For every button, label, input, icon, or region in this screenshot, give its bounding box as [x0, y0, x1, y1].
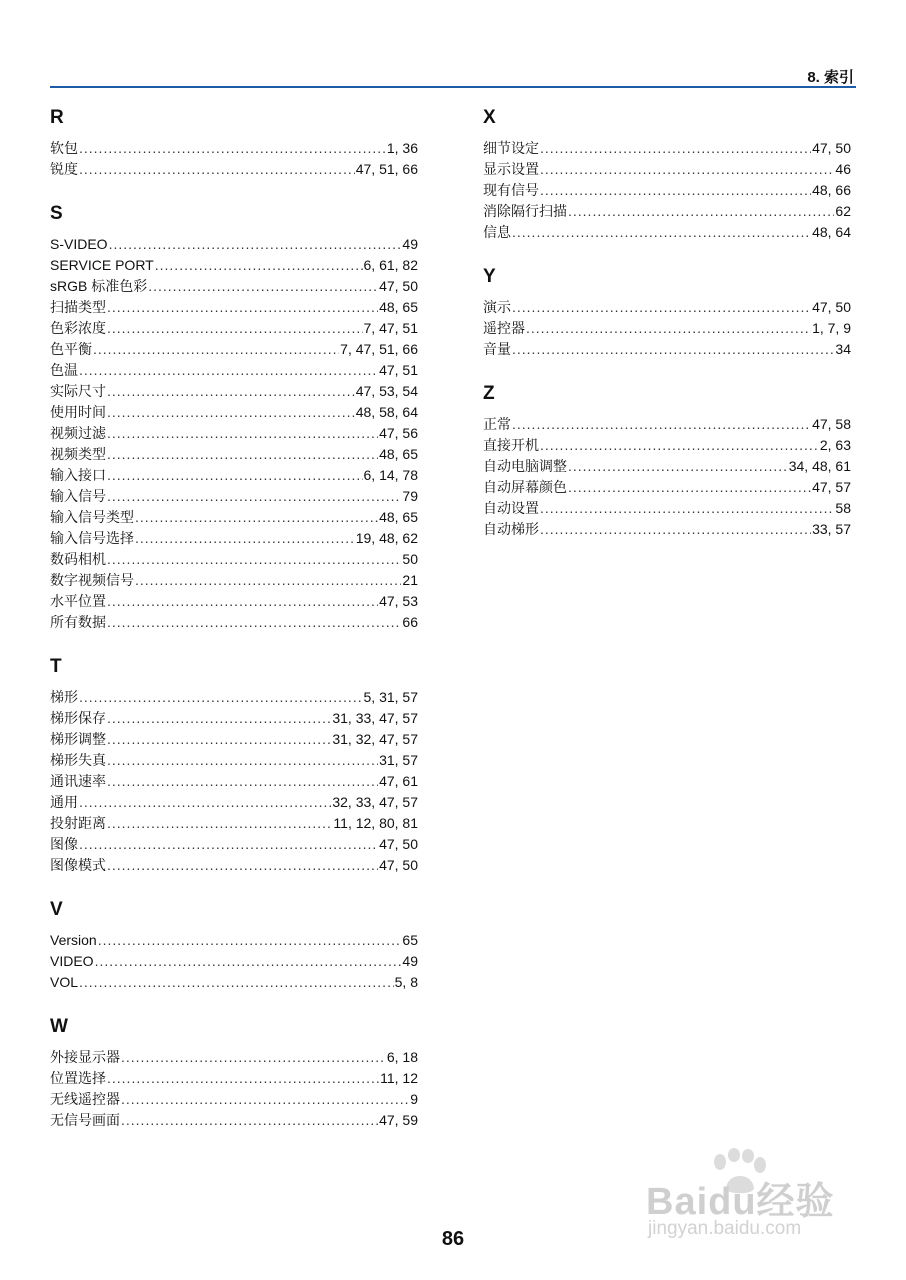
- dot-leader: [79, 360, 378, 381]
- index-entry: [50, 159, 418, 180]
- entry-term: 色温: [50, 362, 78, 378]
- entry-pages: 49: [402, 236, 418, 252]
- entry-term: 自动梯形: [483, 521, 539, 537]
- index-entry: [50, 591, 418, 612]
- dot-leader: [568, 201, 834, 222]
- entry-term: 自动设置: [483, 500, 539, 516]
- dot-leader: [107, 297, 378, 318]
- entry-term: 通讯速率: [50, 773, 106, 789]
- dot-leader: [568, 477, 811, 498]
- entry-term: Version: [50, 932, 97, 948]
- entry-term: 通用: [50, 794, 78, 810]
- index-entry: [50, 423, 418, 444]
- header-rule: [50, 86, 856, 88]
- dot-leader: [540, 138, 811, 159]
- index-section-v: [50, 896, 418, 993]
- index-entry: [50, 507, 418, 528]
- index-entry: [50, 381, 418, 402]
- dot-leader: [540, 159, 834, 180]
- dot-leader: [135, 507, 378, 528]
- entry-term: 信息: [483, 224, 511, 240]
- entry-pages: 47, 50: [379, 857, 418, 873]
- dot-leader: [109, 234, 402, 255]
- entry-term: 投射距离: [50, 815, 106, 831]
- dot-leader: [512, 339, 834, 360]
- entry-term: 数码相机: [50, 551, 106, 567]
- index-entry: [50, 1068, 418, 1089]
- entry-pages: 47, 50: [379, 836, 418, 852]
- dot-leader: [107, 1068, 379, 1089]
- dot-leader: [79, 834, 378, 855]
- index-entry: [50, 792, 418, 813]
- entry-pages: 47, 53, 54: [355, 383, 418, 399]
- index-entry: [50, 360, 418, 381]
- index-section-x: [483, 104, 851, 243]
- entry-term: 梯形: [50, 689, 78, 705]
- entry-pages: 48, 65: [379, 509, 418, 525]
- entry-term: 所有数据: [50, 614, 106, 630]
- index-entry: [50, 612, 418, 633]
- index-entry: [50, 951, 418, 972]
- dot-leader: [121, 1110, 378, 1131]
- dot-leader: [107, 549, 401, 570]
- entry-pages: 47, 53: [379, 593, 418, 609]
- entry-term: 音量: [483, 341, 511, 357]
- entry-term: 梯形保存: [50, 710, 106, 726]
- entry-pages: 32, 33, 47, 57: [332, 794, 418, 810]
- dot-leader: [107, 771, 378, 792]
- index-entry: [50, 297, 418, 318]
- entry-term: 视频类型: [50, 446, 106, 462]
- entry-pages: 47, 50: [812, 140, 851, 156]
- entry-pages: 47, 57: [812, 479, 851, 495]
- entry-pages: 47, 58: [812, 416, 851, 432]
- entry-pages: 47, 56: [379, 425, 418, 441]
- entry-term: 显示设置: [483, 161, 539, 177]
- entry-term: VOL: [50, 974, 79, 990]
- index-entry: [50, 855, 418, 876]
- entry-pages: 47, 51, 66: [355, 161, 418, 177]
- index-entry: [483, 180, 851, 201]
- dot-leader: [93, 339, 339, 360]
- entry-pages: 48, 65: [379, 299, 418, 315]
- dot-leader: [526, 318, 811, 339]
- entry-term: 外接显示器: [50, 1049, 120, 1065]
- section-letter: T: [50, 656, 62, 677]
- dot-leader: [540, 180, 811, 201]
- entry-term: 细节设定: [483, 140, 539, 156]
- dot-leader: [107, 612, 401, 633]
- dot-leader: [107, 402, 355, 423]
- entry-term: 视频过滤: [50, 425, 106, 441]
- entry-pages: 58: [835, 500, 851, 516]
- index-entry: [50, 813, 418, 834]
- entry-term: 色平衡: [50, 341, 92, 357]
- dot-leader: [107, 813, 332, 834]
- index-entry: [483, 414, 851, 435]
- index-entry: [50, 687, 418, 708]
- entry-pages: 48, 66: [812, 182, 851, 198]
- index-entry: [50, 834, 418, 855]
- watermark-brand: Baidu经验: [646, 1181, 835, 1223]
- index-entry: [50, 771, 418, 792]
- index-entry: [483, 159, 851, 180]
- dot-leader: [79, 138, 386, 159]
- entry-pages: 34, 48, 61: [788, 458, 851, 474]
- entry-term: 实际尺寸: [50, 383, 106, 399]
- index-entry: [50, 1089, 418, 1110]
- dot-leader: [512, 222, 811, 243]
- entry-term: 遥控器: [483, 320, 525, 336]
- entry-pages: 48, 65: [379, 446, 418, 462]
- index-entry: [50, 570, 418, 591]
- entry-term: 输入信号类型: [50, 509, 134, 525]
- dot-leader: [540, 435, 819, 456]
- entry-term: 正常: [483, 416, 511, 432]
- dot-leader: [79, 687, 363, 708]
- entry-term: 使用时间: [50, 404, 106, 420]
- entry-term: 无信号画面: [50, 1112, 120, 1128]
- dot-leader: [107, 750, 378, 771]
- entry-pages: 47, 51: [379, 362, 418, 378]
- index-entry: [50, 465, 418, 486]
- index-entry: [483, 339, 851, 360]
- index-section-s: [50, 200, 418, 633]
- index-section-y: [483, 263, 851, 360]
- entry-term: 扫描类型: [50, 299, 106, 315]
- index-column-left: [50, 104, 418, 1151]
- index-entry: [50, 339, 418, 360]
- index-entry: [483, 222, 851, 243]
- index-entry: [50, 750, 418, 771]
- entry-term: 色彩浓度: [50, 320, 106, 336]
- entry-term: 图像: [50, 836, 78, 852]
- index-entry: [50, 972, 418, 993]
- dot-leader: [79, 972, 394, 993]
- section-letter: S: [50, 203, 63, 224]
- dot-leader: [512, 414, 811, 435]
- index-entry: [50, 402, 418, 423]
- entry-term: S-VIDEO: [50, 236, 108, 252]
- dot-leader: [107, 318, 363, 339]
- index-section-t: [50, 653, 418, 876]
- entry-pages: 19, 48, 62: [355, 530, 418, 546]
- entry-term: 输入信号选择: [50, 530, 134, 546]
- dot-leader: [107, 855, 378, 876]
- index-entry: [483, 519, 851, 540]
- entry-pages: 47, 59: [379, 1112, 418, 1128]
- entry-pages: 79: [402, 488, 418, 504]
- entry-pages: 1, 36: [386, 140, 418, 156]
- entry-pages: 31, 33, 47, 57: [332, 710, 418, 726]
- entry-pages: 62: [835, 203, 851, 219]
- section-letter: R: [50, 107, 64, 128]
- index-column-right: [483, 104, 851, 560]
- index-entry: [483, 435, 851, 456]
- entry-term: 自动屏幕颜色: [483, 479, 567, 495]
- dot-leader: [107, 486, 401, 507]
- dot-leader: [568, 456, 788, 477]
- index-entry: [50, 276, 418, 297]
- dot-leader: [155, 255, 363, 276]
- index-entry: [50, 138, 418, 159]
- section-letter: Y: [483, 266, 496, 287]
- index-entry: [50, 318, 418, 339]
- section-letter: Z: [483, 383, 495, 404]
- entry-term: 消除隔行扫描: [483, 203, 567, 219]
- index-entry: [50, 1047, 418, 1068]
- entry-term: 数字视频信号: [50, 572, 134, 588]
- entry-pages: 11, 12: [380, 1070, 418, 1086]
- dot-leader: [540, 498, 834, 519]
- dot-leader: [540, 519, 811, 540]
- entry-term: 演示: [483, 299, 511, 315]
- entry-pages: 31, 32, 47, 57: [332, 731, 418, 747]
- entry-pages: 47, 50: [379, 278, 418, 294]
- dot-leader: [135, 570, 401, 591]
- dot-leader: [107, 423, 378, 444]
- entry-term: SERVICE PORT: [50, 257, 154, 273]
- entry-pages: 9: [410, 1091, 418, 1107]
- dot-leader: [107, 708, 331, 729]
- entry-pages: 5, 31, 57: [363, 689, 418, 705]
- dot-leader: [98, 930, 402, 951]
- section-letter: X: [483, 107, 496, 128]
- section-letter: V: [50, 899, 63, 920]
- index-entry: [50, 930, 418, 951]
- entry-pages: 31, 57: [379, 752, 418, 768]
- entry-term: 图像模式: [50, 857, 106, 873]
- entry-term: 软包: [50, 140, 78, 156]
- entry-pages: 5, 8: [394, 974, 418, 990]
- entry-pages: 2, 63: [819, 437, 851, 453]
- page-header-title: 8. 索引: [807, 69, 854, 86]
- index-entry: [483, 456, 851, 477]
- entry-pages: 6, 61, 82: [363, 257, 418, 273]
- entry-term: 输入接口: [50, 467, 106, 483]
- index-entry: [50, 708, 418, 729]
- index-entry: [483, 138, 851, 159]
- index-section-w: [50, 1013, 418, 1131]
- entry-term: 梯形调整: [50, 731, 106, 747]
- dot-leader: [107, 381, 355, 402]
- index-entry: [50, 444, 418, 465]
- index-entry: [483, 297, 851, 318]
- entry-term: VIDEO: [50, 953, 94, 969]
- index-entry: [483, 477, 851, 498]
- entry-pages: 65: [402, 932, 418, 948]
- index-entry: [50, 528, 418, 549]
- entry-pages: 21: [402, 572, 418, 588]
- index-entry: [483, 318, 851, 339]
- dot-leader: [107, 465, 363, 486]
- entry-term: 直接开机: [483, 437, 539, 453]
- dot-leader: [107, 729, 331, 750]
- entry-term: 水平位置: [50, 593, 106, 609]
- entry-pages: 6, 14, 78: [363, 467, 418, 483]
- entry-term: 位置选择: [50, 1070, 106, 1086]
- entry-term: 无线遥控器: [50, 1091, 120, 1107]
- entry-pages: 47, 50: [812, 299, 851, 315]
- index-entry: [483, 498, 851, 519]
- index-entry: [50, 234, 418, 255]
- dot-leader: [121, 1047, 386, 1068]
- page-number: 86: [441, 1228, 465, 1250]
- entry-term: 梯形失真: [50, 752, 106, 768]
- entry-pages: 48, 58, 64: [355, 404, 418, 420]
- dot-leader: [79, 159, 355, 180]
- entry-pages: 7, 47, 51, 66: [340, 341, 418, 357]
- index-entry: [483, 201, 851, 222]
- dot-leader: [107, 591, 378, 612]
- entry-term: 锐度: [50, 161, 78, 177]
- index-entry: [50, 549, 418, 570]
- entry-term: sRGB 标准色彩: [50, 278, 148, 294]
- entry-pages: 47, 61: [379, 773, 418, 789]
- entry-pages: 50: [402, 551, 418, 567]
- entry-pages: 7, 47, 51: [363, 320, 418, 336]
- entry-term: 输入信号: [50, 488, 106, 504]
- dot-leader: [148, 276, 378, 297]
- dot-leader: [121, 1089, 409, 1110]
- entry-pages: 46: [835, 161, 851, 177]
- entry-pages: 48, 64: [812, 224, 851, 240]
- entry-pages: 11, 12, 80, 81: [333, 815, 418, 831]
- dot-leader: [95, 951, 402, 972]
- entry-pages: 1, 7, 9: [812, 320, 851, 336]
- entry-term: 现有信号: [483, 182, 539, 198]
- index-entry: [50, 255, 418, 276]
- dot-leader: [512, 297, 811, 318]
- dot-leader: [135, 528, 355, 549]
- index-section-r: [50, 104, 418, 180]
- index-entry: [50, 729, 418, 750]
- entry-pages: 49: [402, 953, 418, 969]
- entry-pages: 33, 57: [812, 521, 851, 537]
- dot-leader: [107, 444, 378, 465]
- watermark: [646, 1148, 856, 1248]
- dot-leader: [79, 792, 331, 813]
- entry-pages: 6, 18: [386, 1049, 418, 1065]
- entry-pages: 34: [835, 341, 851, 357]
- entry-term: 自动电脑调整: [483, 458, 567, 474]
- index-entry: [50, 486, 418, 507]
- entry-pages: 66: [402, 614, 418, 630]
- section-letter: W: [50, 1016, 68, 1037]
- index-entry: [50, 1110, 418, 1131]
- watermark-url: jingyan.baidu.com: [648, 1218, 802, 1239]
- index-section-z: [483, 380, 851, 540]
